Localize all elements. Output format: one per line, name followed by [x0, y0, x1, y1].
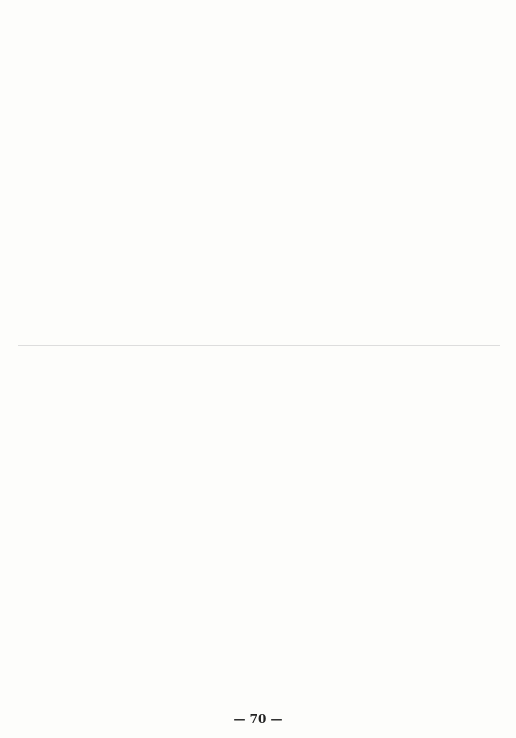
top-text-block [18, 18, 500, 338]
bottom-text-block [18, 360, 500, 690]
page-number: — 70 — [233, 712, 283, 726]
block-divider [18, 345, 500, 346]
